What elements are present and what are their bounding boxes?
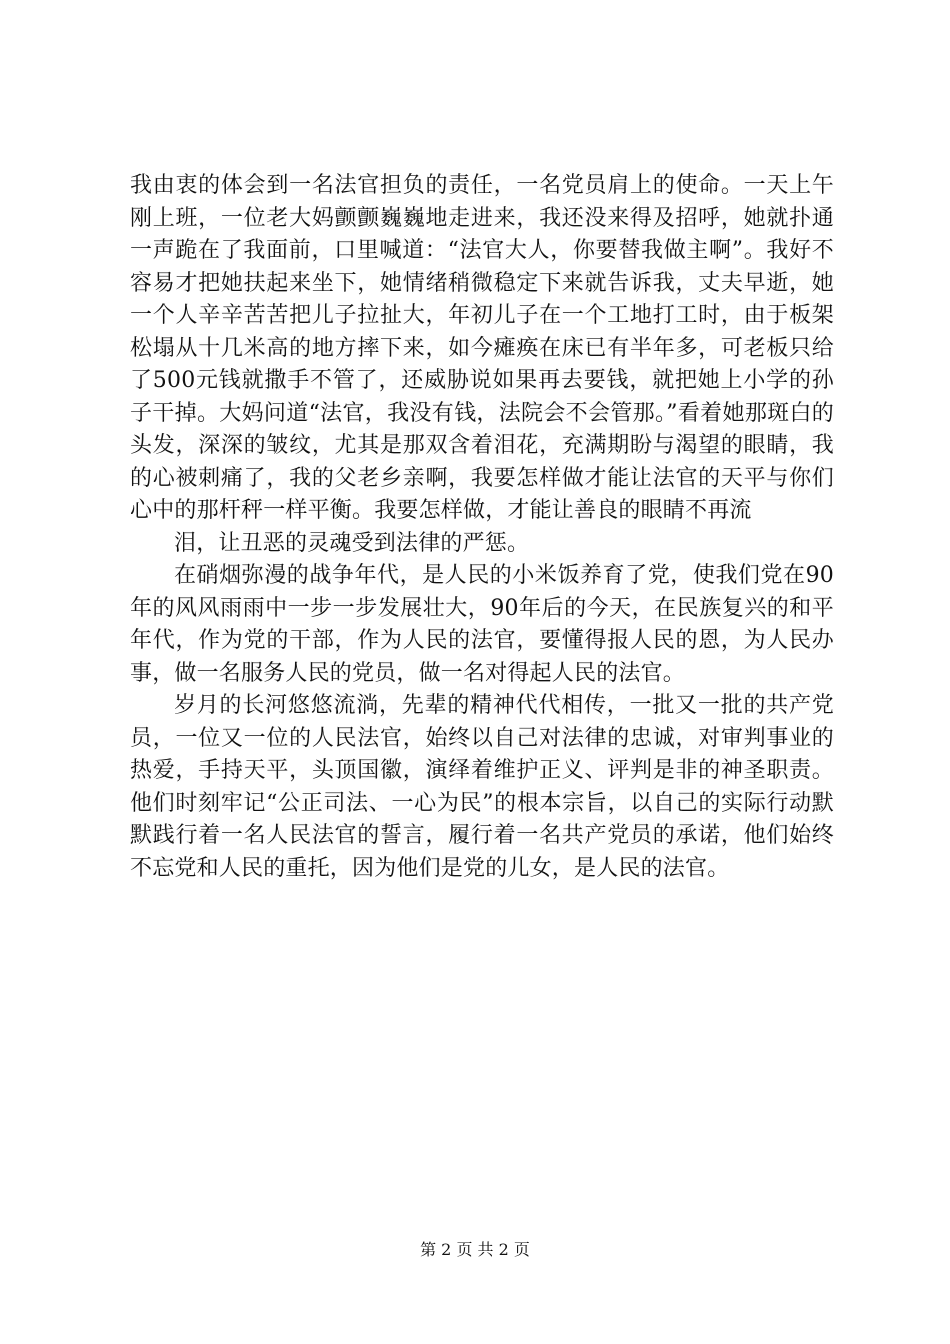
paragraph-2: 泪，让丑恶的灵魂受到法律的严惩。 bbox=[174, 530, 530, 556]
paragraph-3: 在硝烟弥漫的战争年代，是人民的小米饭养育了党，使我们党在90年的风风雨雨中一步一步发展壮大，90年后的今天，在民族复兴的和平年代，作为党的干部，作为人民的法官，要懂得报人民的恩，为人民办事，做一名服务人民的党员，做一名对得起人民的法官。 bbox=[130, 563, 834, 686]
page-footer bbox=[0, 1240, 950, 1260]
document-body bbox=[130, 170, 834, 885]
paragraph-4: 岁月的长河悠悠流淌，先辈的精神代代相传，一批又一批的共产党员，一位又一位的人民法官，始终以自己对法律的忠诚，对审判事业的热爱，手持天平，头顶国徽，演绎着维护正义、评判是非的神圣职责。他们时刻牢记“公正司法、一心为民”的根本宗旨，以自己的实际行动默默践行着一名人民法官的誓言，履行着一名共产党员的承诺，他们始终不忘党和人民的重托，因为他们是党的儿女，是人民的法官。 bbox=[130, 693, 834, 881]
paragraph-1: 我由衷的体会到一名法官担负的责任，一名党员肩上的使命。一天上午刚上班，一位老大妈颤颤巍巍地走进来，我还没来得及招呼，她就扑通一声跪在了我面前，口里喊道：“法官大人，你要替我做主啊”。我好不容易才把她扶起来坐下，她情绪稍微稳定下来就告诉我，丈夫早逝，她一个人辛辛苦苦把儿子拉扯大，年初儿子在一个工地打工时，由于板架松塌从十几米高的地方摔下来，如今瘫痪在床已有半年多，可老板只给了500元钱就撒手不管了，还威胁说如果再去要钱，就把她上小学的孙子干掉。大妈问道“法官，我没有钱，法院会不会管那。”看着她那斑白的头发，深深的皱纹，尤其是那双含着泪花，充满期盼与渴望的眼睛，我的心被刺痛了，我的父老乡亲啊，我要怎样做才能让法官的天平与你们心中的那杆秤一样平衡。我要怎样做，才能让善良的眼睛不再流 bbox=[130, 173, 834, 523]
page-number: 第 2 页 共 2 页 bbox=[420, 1240, 530, 1259]
